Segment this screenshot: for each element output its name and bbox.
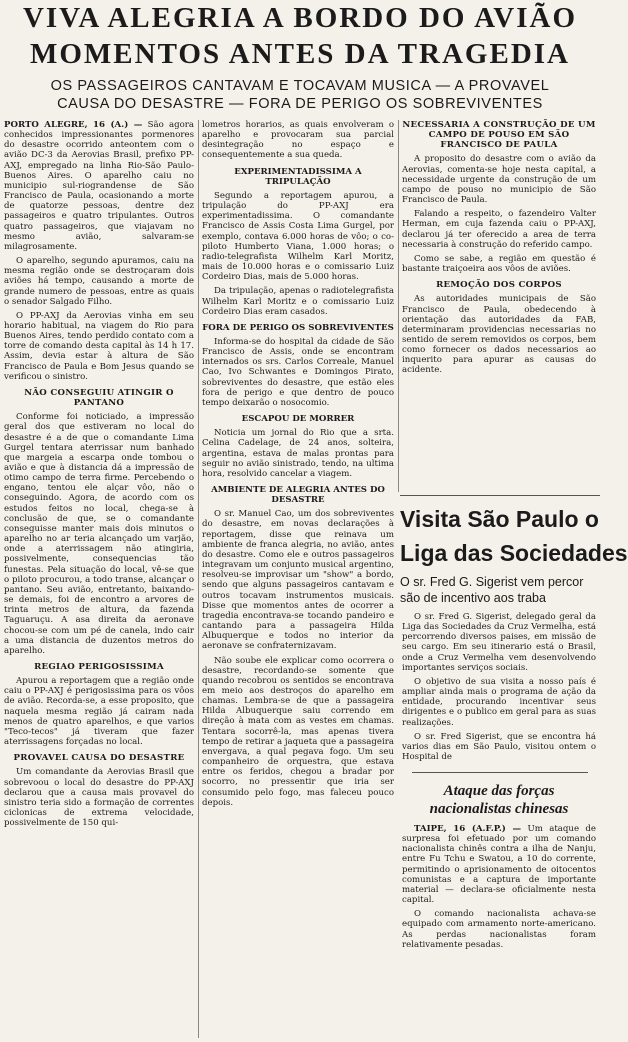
paragraph: O sr. Manuel Cao, um dos sobreviventes do desastre, em novas declarações à reportagem, disse que reinava um ambiente de franca alegria, no avião, antes do desastre. Como ele e outros passageiros integravam um conjunto musical argentino, resolveu-se improvisar um "show" a bordo, sendo que alguns passageiros cantavam e outros tocavam instrumentos musicais. Disse que momentos antes de ocorrer a tragedia encontrava-se tocando pandeiro e cantando para a passageira Hilda Albuquerque e todos no interior da aeronave se confraternizavam.: [202, 509, 394, 652]
paragraph: As autoridades municipais de São Francisco de Paula, obedecendo à orientação das autoridades da FAB, determinaram providencias necessarias no sentido de serem removidos os corpos, bem como fornecer os dados necessarios ao inquerito para apurar as causas do acidente.: [402, 294, 596, 376]
column-rule-2: [398, 120, 399, 492]
section-divider: [400, 495, 600, 496]
paragraph: Um comandante da Aerovias Brasil que sobrevoou o local do desastre do PP-AXJ declarou que a causa mais provavel do sinistro teria sido a formação de correntes ciclonicas de extrema velocidade, possivelmente de 150 qui-: [4, 767, 194, 829]
ataque-article: [402, 824, 596, 1038]
sao-paulo-headline-line-1: Visita São Paulo o: [400, 506, 599, 532]
subheading: AMBIENTE DE ALEGRIA ANTES DO DESASTRE: [211, 485, 385, 506]
paragraph: O aparelho, segundo apuramos, caiu na mesma região onde se destroçaram dois aviões há tempo, causando a morte de grande numero de pessoas, entre as quais o senador Salgado Filho.: [4, 256, 194, 307]
subheading: ESCAPOU DE MORRER: [241, 414, 355, 425]
paragraph: Apurou a reportagem que a região onde caiu o PP-AXJ é perigosissima para os vôos de avião. Recorda-se, a esse proposito, que naquela mesma região já cairam nada menos de quatro aparelhos, e que varios "Teco-tecos" já tiveram que fazer aterrissagens forçadas no local.: [4, 676, 194, 748]
sao-paulo-deck-line-1: O sr. Fred G. Sigerist vem percor: [400, 575, 584, 589]
subheading: FORA DE PERIGO OS SOBREVIVENTES: [202, 322, 394, 333]
subheading: PROVAVEL CAUSA DO DESASTRE: [13, 753, 185, 764]
paragraph: Da tripulação, apenas o radiotelegrafista Wilhelm Karl Moritz e o comissario Luiz Cordeiro Dias eram casados.: [202, 286, 394, 317]
paragraph: Um ataque de surpresa foi efetuado por um comando nacionalista chinês contra a ilha de Nanju, entre Fu Tchu e Swatou, a 10 do corrente, permitindo o aprisionamento de oitocentos comunistas e a captura de importante material — declara-se oficialmente nesta capital.: [402, 824, 596, 906]
subheading: REGIAO PERIGOSISSIMA: [34, 661, 164, 672]
sao-paulo-deck-line-2: são de incentivo aos traba: [400, 591, 546, 605]
ataque-headline: Ataque das forças nacionalistas chinesas: [429, 783, 569, 817]
subheading: REMOÇÃO DOS CORPOS: [436, 280, 562, 291]
deck-line-1: OS PASSAGEIROS CANTAVAM E TOCAVAM MUSICA — A PROVAVEL: [50, 78, 550, 94]
sao-paulo-headline: [400, 502, 628, 570]
paragraph: O objetivo de sua visita a nosso país é ampliar ainda mais o programa de ação da entidade, procurando incentivar seus dirigentes e o publico em geral para as suas realizações.: [402, 676, 596, 728]
column-rule-1: [198, 120, 199, 1038]
paragraph: A proposito do desastre com o avião da Aerovias, comenta-se hoje nesta capital, a necessidade urgente da construção de um campo de pouso no municipio de São Francisco de Paula.: [402, 154, 596, 206]
deck-line-2: CAUSA DO DESASTRE — FORA DE PERIGO OS SOBREVIVENTES: [57, 96, 543, 112]
paragraph: Conforme foi noticiado, a impressão geral dos que estiveram no local do desastre é a de que o comandante Lima Gurgel tentara aterrissar num banhado que margeia a escarpa onde tombou o avião e que à distancia dá a impressão de otimo campo de terra firme. Percebendo o engano, tentou ele alçar vôo, não o conseguindo. Agora, de acordo com os estudos feitos no local, chega-se à conclusão de que, se o comandante conseguisse manter mais dois minutos o aparelho no ar teria alcançado um varjão, onde a aterrissagem não atingiria, possivelmente, consequencias tão funestas. Pela situação do local, vê-se que o piloto procurou, a todo transe, alcançar o pantano. Seu avião, entretanto, baixando-se demais, foi de encontro a arvores de trinta metros de altura, da fazenda Taguaruçu. A asa direita da aeronave chocou-se com um pé de canela, indo cair a uma distancia de duzentos metros do aparelho.: [4, 412, 194, 656]
subheading: EXPERIMENTADISSIMA A TRIPULAÇÃO: [234, 166, 362, 187]
headline-line-1: VIVA ALEGRIA A BORDO DO AVIÃO: [22, 2, 578, 34]
paragraph: Informa-se do hospital da cidade de São Francisco de Assis, onde se encontram internados os srs. Carlos Correale, Manuel Cao, Ivo Schwantes e Domingos Pirato, sobreviventes do desastre, que estão eles fora de perigo e que dentro de pouco tempo deixarão o nosocomio.: [202, 336, 394, 408]
sao-paulo-deck: [400, 574, 600, 606]
column-1: [4, 120, 194, 1038]
sao-paulo-article: [402, 612, 596, 763]
paragraph: Noticia um jornal do Rio que a srta. Celina Cadelage, de 24 anos, solteira, argentina, estava de malas prontas para seguir no avião sinistrado, tendo, na ultima hora, resolvido cancelar a viagem.: [202, 428, 394, 479]
paragraph: São agora conhecidos impressionantes pormenores do desastre ocorrido anteontem com o avião DC-3 da Aerovias Brasil, prefixo PP-AXJ, empregado na linha Rio-São Paulo-Buenos Aires. O aparelho caiu no municipio sul-riograndense de São Francisco de Paula, ocasionando a morte de quatorze pessoas, dentre dez passageiros e quatro tripulantes. Outros quatro passageiros, que viajavam no mesmo avião, salvaram-se milagrosamente.: [4, 120, 194, 252]
paragraph: Falando a respeito, o fazendeiro Valter Herman, em cuja fazenda caiu o PP-AXJ, declarou já ter oferecido a area de terra necessaria à construção do referido campo.: [402, 209, 596, 250]
column-2: [202, 120, 394, 1038]
sao-paulo-headline-line-2: Liga das Sociedades: [400, 540, 628, 566]
subheading: NECESSARIA A CONSTRUÇÃO DE UM CAMPO DE POUSO EM SÃO FRANCISCO DE PAULA: [402, 120, 596, 151]
article-divider: [412, 772, 588, 773]
paragraph: O comando nacionalista achava-se equipado com armamento norte-americano. As perdas nacionalistas foram relativamente pesadas.: [402, 909, 596, 950]
paragraph: O sr. Fred G. Sigerist, delegado geral da Liga das Sociedades da Cruz Vermelha, está percorrendo diversos paises, em missão de seu cargo. Em seu itinerario está o Brasil, onde a Cruz Vermelha vem desenvolvendo importantes serviços sociais.: [402, 612, 596, 673]
paragraph: Como se sabe, a região em questão é bastante traiçoeira aos vôos de aviões.: [402, 253, 596, 275]
paragraph: lometros horarios, as quais envolveram o aparelho e provocaram sua parcial desintegração no espaço e consequentemente a sua queda.: [202, 120, 394, 161]
dateline: TAIPE, 16 (A.F.P.) —: [414, 824, 522, 834]
headline-line-2: MOMENTOS ANTES DA TRAGEDIA: [29, 38, 570, 70]
paragraph: O sr. Fred Sigerist, que se encontra há varios dias em São Paulo, visitou ontem o Hospital de: [402, 731, 596, 763]
subheading: NÃO CONSEGUIU ATINGIR O PANTANO: [24, 387, 174, 409]
paragraph: Segundo a reportagem apurou, a tripulação do PP-AXJ era experimentadissima. O comandante Francisco de Assis Costa Lima Gurgel, por exemplo, contava 6.000 horas de vôo; o co-piloto Humberto Viana, 1.000 horas; o radio-telegrafista Wilhelm Karl Moritz, mais de 10.000 horas e o comissario Luiz Cordeiro Dias, mais de 5.000 horas.: [202, 190, 394, 283]
paragraph: O PP-AXJ da Aerovias vinha em seu horario habitual, na viagem do Rio para Buenos Aires, tendo perdido contato com a torre de comando desta capital às 14 h 17. Assim, devia estar à altura de São Francisco de Paula e Bom Jesus quando se verificou o sinistro.: [4, 310, 194, 382]
dateline: PORTO ALEGRE, 16 (A.) —: [4, 120, 143, 130]
column-3: [402, 120, 596, 492]
paragraph: Não soube ele explicar como ocorrera o desastre, recordando-se somente que quando recobrou os sentidos se encontrava em meio aos destroços do aparelho em chamas. Lembra-se de que a passageira Hilda Albuquerque saiu correndo em direção à mata com as vestes em chamas. Tentara socorrê-la, mas apenas tivera tempo de retirar a jaqueta que a passageira envergava, a qual pegava fogo. Um seu companheiro de orquestra, que estava entre os feridos, chegou a bradar por socorro, no pressentir que iria ser consumido pelo fogo, mas faleceu pouco depois.: [202, 655, 394, 808]
